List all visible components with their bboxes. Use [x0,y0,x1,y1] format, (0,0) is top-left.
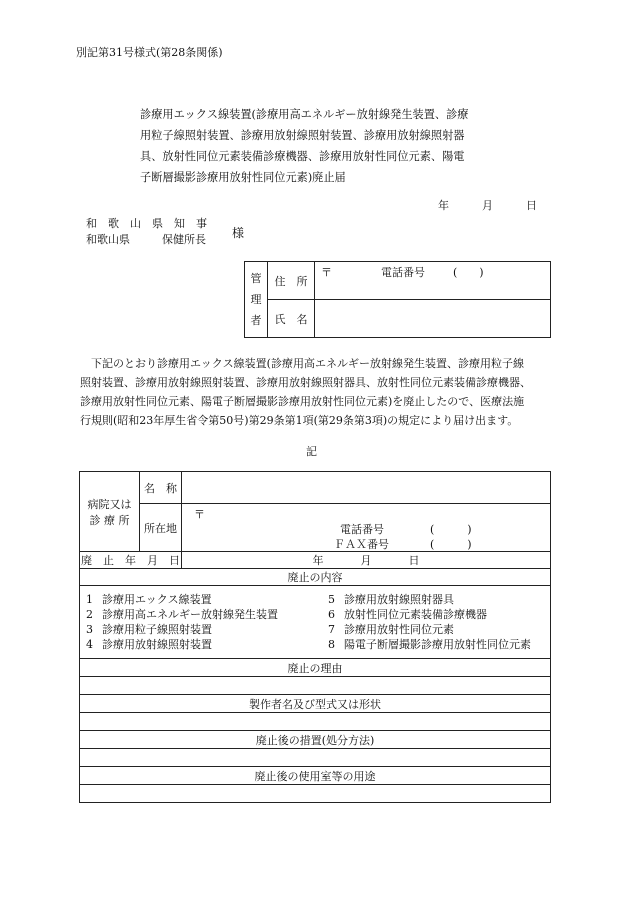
administrator-label [245,262,268,338]
date-day: 日 [526,199,537,212]
maker-field[interactable] [80,713,551,731]
abolish-month: 月 [360,554,372,567]
fax-paren: ( ) [430,538,472,551]
body-line: 下記のとおり診療用エックス線装置(診療用高エネルギー放射線発生装置、診療用粒子線 [80,357,524,370]
content-items [80,586,551,659]
body-line: 照射装置、診療用放射線照射装置、診療用放射線照射器具、放射性同位元素装備診療機器、 [80,376,531,389]
date-month: 月 [482,199,493,212]
kanri-char: 理 [250,293,262,306]
reason-field[interactable] [80,677,551,695]
addressee-director: 保健所長 [162,233,206,246]
abolish-date-field[interactable] [182,552,551,569]
postal-mark: 〒 [194,508,205,521]
title-line: 診療用エックス線装置(診療用高エネルギー放射線発生装置、診療 [140,108,469,121]
body-line: 行規則(昭和23年厚生省令第50号)第29条第1項(第29条第3項)の規定により届け出ます。 [80,414,519,427]
phone-paren: ( ) [430,523,472,536]
phone-label: 電話番号 [340,523,384,536]
addressee [86,216,207,248]
title-line: 用粒子線照射装置、診療用放射線照射装置、診療用放射線照射器 [140,129,465,142]
maker-header: 製作者名及び型式又は形状 [80,695,551,713]
hospital-label-line: 診 療 所 [89,513,130,527]
facility-name-label: 名 称 [140,472,182,504]
addressee-governor: 和 歌 山 県 知 事 [86,217,207,230]
abolish-year: 年 [312,554,324,567]
document-title [140,104,500,188]
title-line: 具、放射性同位元素装備診療機器、診療用放射性同位元素、陽電 [140,150,465,163]
ki-heading: 記 [306,445,317,458]
facility-name-field[interactable] [182,472,551,504]
kanri-char: 管 [250,272,262,285]
content-header: 廃止の内容 [80,569,551,586]
usage-header: 廃止後の使用室等の用途 [80,767,551,785]
hospital-label [80,472,140,552]
name-field[interactable] [315,300,551,338]
hospital-label-line: 病院又は [87,497,132,511]
phone-label: 電話番号 [381,266,425,279]
location-label: 所在地 [140,504,182,552]
abolish-date-label: 廃 止 年 月 日 [80,552,182,569]
measures-header: 廃止後の措置(処分方法) [80,731,551,749]
address-label: 住 所 [268,262,315,300]
abolish-day: 日 [408,554,420,567]
usage-field[interactable] [80,785,551,803]
postal-mark: 〒 [321,266,332,279]
administrator-box [244,261,551,338]
body-text [80,354,558,430]
list-item: 1 診療用エックス線装置 5 診療用放射線照射器具 [86,593,454,606]
measures-field[interactable] [80,749,551,767]
date-year: 年 [438,199,449,212]
list-item: 2 診療用高エネルギー放射線発生装置 6 放射性同位元素装備診療機器 [86,608,487,621]
phone-paren: ( ) [453,266,484,279]
reason-header: 廃止の理由 [80,659,551,677]
title-line: 子断層撮影診療用放射性同位元素)廃止届 [140,171,346,184]
addressee-prefecture: 和歌山県 [86,233,130,246]
form-number: 別記第31号様式(第28条関係) [76,46,223,59]
location-field[interactable] [182,504,551,552]
fax-label: ＦＡＸ番号 [334,538,389,551]
main-table [79,471,551,803]
submission-date [438,197,537,213]
name-label: 氏 名 [268,300,315,338]
list-item: 3 診療用粒子線照射装置 7 診療用放射性同位元素 [86,623,454,636]
body-line: 診療用放射性同位元素、陽電子断層撮影診療用放射性同位元素)を廃止したので、医療法施 [80,395,525,408]
kanri-char: 者 [250,314,262,327]
list-item: 4 診療用放射線照射装置 8 陽電子断層撮影診療用放射性同位元素 [86,638,531,651]
honorific: 様 [232,226,245,240]
address-field[interactable] [315,262,551,300]
addressee-health-center [86,232,207,248]
